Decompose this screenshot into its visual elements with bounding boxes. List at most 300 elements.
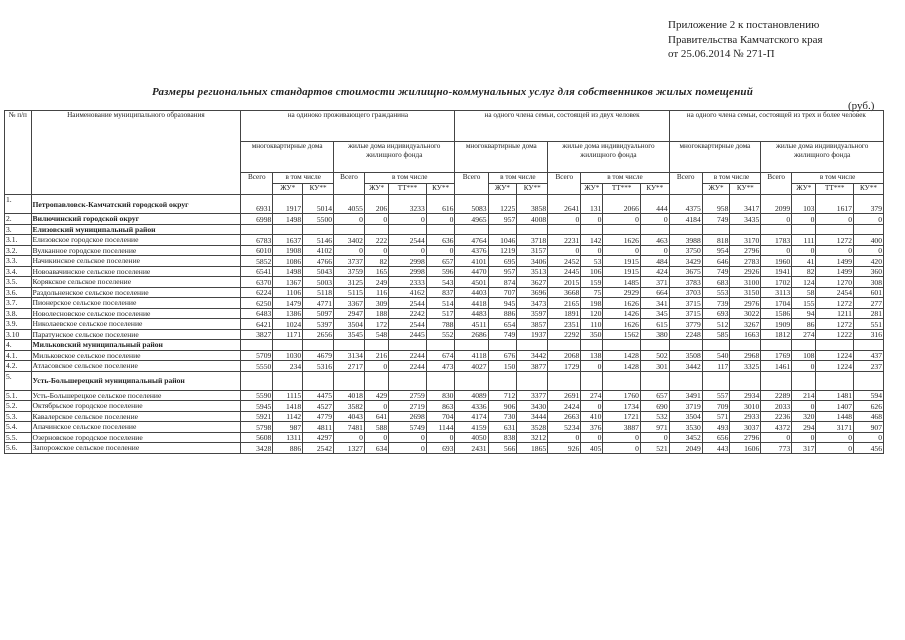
value-cell: 2068	[548, 350, 581, 361]
value-cell: 3377	[517, 390, 548, 401]
value-cell: 641	[364, 411, 388, 422]
value-cell: 704	[426, 411, 455, 422]
value-cell: 3718	[517, 235, 548, 246]
value-cell: 749	[488, 329, 517, 340]
value-cell	[603, 224, 641, 235]
value-cell: 1760	[603, 390, 641, 401]
value-cell: 2292	[548, 329, 581, 340]
row-name: Пионерское сельское поселение	[31, 298, 241, 309]
value-cell: 676	[488, 350, 517, 361]
value-cell: 1702	[761, 277, 792, 288]
value-cell: 5945	[241, 401, 273, 412]
row-number: 5.1.	[5, 390, 32, 401]
value-cell: 1891	[548, 308, 581, 319]
header-mkd-1: многоквартирные дома	[241, 142, 334, 173]
value-cell: 3022	[730, 308, 761, 319]
value-cell: 2641	[548, 195, 581, 214]
value-cell: 596	[426, 266, 455, 277]
value-cell: 2544	[389, 319, 427, 330]
value-cell: 4162	[389, 287, 427, 298]
value-cell: 3827	[241, 329, 273, 340]
header-incl: в том числе	[364, 173, 455, 184]
value-cell: 532	[640, 411, 669, 422]
table-row	[5, 256, 884, 267]
header-incl: в том числе	[581, 173, 669, 184]
value-cell: 493	[702, 422, 730, 433]
value-cell: 5500	[303, 214, 334, 225]
value-cell	[426, 340, 455, 351]
row-number: 3.5.	[5, 277, 32, 288]
value-cell: 6541	[241, 266, 273, 277]
value-cell: 1941	[761, 266, 792, 277]
value-cell: 274	[581, 390, 603, 401]
value-cell: 4501	[455, 277, 488, 288]
value-cell: 1663	[730, 329, 761, 340]
value-cell: 517	[426, 308, 455, 319]
value-cell	[640, 340, 669, 351]
value-cell: 1046	[488, 235, 517, 246]
value-cell	[640, 224, 669, 235]
value-cell: 1428	[603, 361, 641, 372]
value-cell: 1106	[273, 287, 303, 298]
value-cell	[488, 340, 517, 351]
value-cell: 281	[853, 308, 883, 319]
value-cell: 906	[488, 401, 517, 412]
value-cell: 1224	[816, 361, 854, 372]
value-cell: 945	[488, 298, 517, 309]
value-cell: 371	[640, 277, 669, 288]
value-cell: 3703	[669, 287, 702, 298]
value-cell	[334, 371, 365, 390]
table-row	[5, 411, 884, 422]
row-number: 4.	[5, 340, 32, 351]
value-cell: 1115	[273, 390, 303, 401]
value-cell	[389, 371, 427, 390]
value-cell: 5316	[303, 361, 334, 372]
value-cell: 111	[792, 235, 816, 246]
value-cell: 82	[792, 266, 816, 277]
value-cell: 2454	[816, 287, 854, 298]
value-cell: 2445	[548, 266, 581, 277]
header-izh-3: жилые дома индивидуального жилищного фонда	[761, 142, 884, 173]
value-cell: 3150	[730, 287, 761, 298]
header-zhu: ЖУ*	[702, 184, 730, 195]
value-cell	[517, 340, 548, 351]
value-cell: 0	[364, 361, 388, 372]
table-row	[5, 432, 884, 443]
value-cell: 277	[853, 298, 883, 309]
value-cell: 0	[334, 432, 365, 443]
value-cell: 6250	[241, 298, 273, 309]
row-name: Корякское сельское поселение	[31, 277, 241, 288]
value-cell: 1783	[761, 235, 792, 246]
row-number: 3.	[5, 224, 32, 235]
value-cell: 0	[853, 432, 883, 443]
value-cell: 1562	[603, 329, 641, 340]
value-cell	[640, 371, 669, 390]
value-cell: 5003	[303, 277, 334, 288]
value-cell	[488, 371, 517, 390]
value-cell: 2934	[730, 390, 761, 401]
value-cell	[241, 371, 273, 390]
value-cell	[702, 371, 730, 390]
value-cell: 664	[640, 287, 669, 298]
header-incl: в том числе	[792, 173, 884, 184]
value-cell: 53	[581, 256, 603, 267]
value-cell: 1448	[816, 411, 854, 422]
value-cell: 594	[853, 390, 883, 401]
header-izh-1: жилые дома индивидуального жилищного фонда	[334, 142, 455, 173]
table-row	[5, 340, 884, 351]
value-cell: 1461	[761, 361, 792, 372]
value-cell: 75	[581, 287, 603, 298]
value-cell: 646	[702, 256, 730, 267]
table-row	[5, 319, 884, 330]
value-cell: 886	[273, 443, 303, 454]
value-cell: 2231	[548, 235, 581, 246]
value-cell: 360	[853, 266, 883, 277]
value-cell: 159	[581, 277, 603, 288]
value-cell: 0	[816, 245, 854, 256]
value-cell: 926	[548, 443, 581, 454]
value-cell: 274	[792, 329, 816, 340]
value-cell: 6783	[241, 235, 273, 246]
value-cell: 1498	[273, 214, 303, 225]
value-cell: 551	[853, 319, 883, 330]
value-cell: 3528	[517, 422, 548, 433]
value-cell: 0	[792, 401, 816, 412]
value-cell: 1222	[816, 329, 854, 340]
header-group-two: на одного члена семьи, состоящей из двух человек	[455, 111, 669, 142]
value-cell: 3406	[517, 256, 548, 267]
value-cell: 1428	[603, 350, 641, 361]
row-name: Усть-Большерецкое сельское поселение	[31, 390, 241, 401]
value-cell: 585	[702, 329, 730, 340]
value-cell: 1211	[816, 308, 854, 319]
value-cell: 2656	[303, 329, 334, 340]
value-cell: 4055	[334, 195, 365, 214]
row-name: Запорожское сельское поселение	[31, 443, 241, 454]
value-cell: 468	[853, 411, 883, 422]
value-cell: 110	[581, 319, 603, 330]
value-cell: 3759	[334, 266, 365, 277]
value-cell: 117	[702, 361, 730, 372]
value-cell: 456	[853, 443, 883, 454]
value-cell: 172	[364, 319, 388, 330]
value-cell: 463	[640, 235, 669, 246]
header-total: Всего	[241, 173, 273, 195]
value-cell	[273, 340, 303, 351]
value-cell: 4050	[455, 432, 488, 443]
value-cell: 165	[364, 266, 388, 277]
value-cell: 4008	[517, 214, 548, 225]
appendix-line-1: Приложение 2 к постановлению	[668, 19, 820, 31]
value-cell: 3325	[730, 361, 761, 372]
value-cell: 5234	[548, 422, 581, 433]
value-cell: 749	[702, 214, 730, 225]
value-cell: 1272	[816, 319, 854, 330]
row-number: 3.10	[5, 329, 32, 340]
value-cell: 3170	[730, 235, 761, 246]
value-cell: 566	[488, 443, 517, 454]
value-cell: 0	[792, 432, 816, 443]
value-cell: 1729	[548, 361, 581, 372]
value-cell: 2783	[730, 256, 761, 267]
value-cell: 0	[640, 432, 669, 443]
value-cell: 3100	[730, 277, 761, 288]
value-cell: 5014	[303, 195, 334, 214]
row-name: Новолесновское сельское поселение	[31, 308, 241, 319]
header-ku: КУ**	[640, 184, 669, 195]
value-cell: 0	[334, 245, 365, 256]
value-cell	[816, 371, 854, 390]
value-cell: 3783	[669, 277, 702, 288]
value-cell: 3473	[517, 298, 548, 309]
header-group-three: на одного члена семьи, состоящей из трех и более человек	[669, 111, 883, 142]
value-cell	[816, 340, 854, 351]
row-name: Елизовское городское поселение	[31, 235, 241, 246]
value-cell: 0	[426, 214, 455, 225]
appendix-note	[668, 18, 823, 62]
table-row	[5, 443, 884, 454]
value-cell: 0	[792, 361, 816, 372]
value-cell: 1367	[273, 277, 303, 288]
value-cell	[581, 371, 603, 390]
row-number: 3.1.	[5, 235, 32, 246]
value-cell: 1626	[603, 319, 641, 330]
value-cell: 2099	[761, 195, 792, 214]
header-total: Всего	[761, 173, 792, 195]
value-cell: 818	[702, 235, 730, 246]
value-cell: 1626	[603, 298, 641, 309]
value-cell: 3719	[669, 401, 702, 412]
value-cell: 1030	[273, 350, 303, 361]
value-cell: 2759	[389, 390, 427, 401]
header-total: Всего	[334, 173, 365, 195]
value-cell: 3504	[334, 319, 365, 330]
value-cell: 1626	[603, 235, 641, 246]
value-cell: 0	[816, 432, 854, 443]
row-name: Мильковский муниципальный район	[31, 340, 241, 351]
value-cell: 5590	[241, 390, 273, 401]
value-cell: 2445	[389, 329, 427, 340]
value-cell: 3402	[334, 235, 365, 246]
value-cell: 2289	[761, 390, 792, 401]
value-cell: 3442	[669, 361, 702, 372]
value-cell: 4089	[455, 390, 488, 401]
value-cell: 124	[792, 277, 816, 288]
value-cell: 4483	[455, 308, 488, 319]
value-cell: 0	[761, 214, 792, 225]
value-cell	[548, 371, 581, 390]
row-name: Октябрьское городское поселение	[31, 401, 241, 412]
table-row	[5, 224, 884, 235]
value-cell: 4771	[303, 298, 334, 309]
value-cell	[853, 371, 883, 390]
value-cell: 709	[702, 401, 730, 412]
value-cell: 0	[640, 245, 669, 256]
row-number: 3.2.	[5, 245, 32, 256]
header-num: № п/п	[5, 111, 32, 195]
value-cell	[702, 340, 730, 351]
value-cell: 0	[364, 245, 388, 256]
value-cell: 2033	[761, 401, 792, 412]
value-cell: 1272	[816, 298, 854, 309]
value-cell: 429	[364, 390, 388, 401]
value-cell: 3715	[669, 298, 702, 309]
value-cell: 654	[488, 319, 517, 330]
value-cell: 2424	[548, 401, 581, 412]
value-cell: 410	[581, 411, 603, 422]
value-cell: 5118	[303, 287, 334, 298]
value-cell: 2796	[730, 245, 761, 256]
value-cell: 424	[640, 266, 669, 277]
value-cell: 588	[364, 422, 388, 433]
value-cell	[517, 371, 548, 390]
header-incl: в том числе	[273, 173, 334, 184]
value-cell: 237	[853, 361, 883, 372]
value-cell: 0	[603, 214, 641, 225]
value-cell: 106	[581, 266, 603, 277]
value-cell: 3597	[517, 308, 548, 319]
value-cell: 4470	[455, 266, 488, 277]
value-cell	[303, 224, 334, 235]
value-cell: 0	[792, 245, 816, 256]
value-cell: 437	[853, 350, 883, 361]
value-cell: 5709	[241, 350, 273, 361]
value-cell: 5146	[303, 235, 334, 246]
value-cell: 954	[702, 245, 730, 256]
value-cell	[792, 224, 816, 235]
value-cell: 1637	[273, 235, 303, 246]
value-cell: 6998	[241, 214, 273, 225]
value-cell	[581, 340, 603, 351]
value-cell: 3125	[334, 277, 365, 288]
value-cell: 837	[426, 287, 455, 298]
value-cell: 2968	[730, 350, 761, 361]
value-cell: 206	[364, 195, 388, 214]
value-cell: 773	[761, 443, 792, 454]
header-zhu: ЖУ*	[364, 184, 388, 195]
value-cell: 0	[853, 214, 883, 225]
value-cell: 1225	[488, 195, 517, 214]
table-row	[5, 361, 884, 372]
row-number: 5.2.	[5, 401, 32, 412]
value-cell: 6010	[241, 245, 273, 256]
value-cell: 473	[426, 361, 455, 372]
value-cell: 1915	[603, 266, 641, 277]
header-ku: КУ**	[517, 184, 548, 195]
value-cell: 3696	[517, 287, 548, 298]
header-ku: КУ**	[730, 184, 761, 195]
value-cell	[603, 340, 641, 351]
value-cell: 2929	[603, 287, 641, 298]
value-cell: 1498	[273, 266, 303, 277]
value-cell	[603, 371, 641, 390]
value-cell: 693	[702, 308, 730, 319]
value-cell: 216	[364, 350, 388, 361]
value-cell: 3675	[669, 266, 702, 277]
value-cell: 739	[702, 298, 730, 309]
value-cell: 958	[702, 195, 730, 214]
value-cell: 690	[640, 401, 669, 412]
row-number: 2.	[5, 214, 32, 225]
value-cell	[761, 371, 792, 390]
value-cell: 957	[488, 214, 517, 225]
row-number: 3.9.	[5, 319, 32, 330]
value-cell: 1721	[603, 411, 641, 422]
value-cell: 2947	[334, 308, 365, 319]
value-cell: 1481	[816, 390, 854, 401]
value-cell: 4779	[303, 411, 334, 422]
value-cell: 316	[853, 329, 883, 340]
value-cell: 2796	[730, 432, 761, 443]
value-cell: 5798	[241, 422, 273, 433]
value-cell: 2049	[669, 443, 702, 454]
table-row	[5, 195, 884, 214]
value-cell	[426, 224, 455, 235]
value-cell: 674	[426, 350, 455, 361]
value-cell: 150	[488, 361, 517, 372]
value-cell: 0	[816, 214, 854, 225]
value-cell: 131	[581, 195, 603, 214]
value-cell: 3504	[669, 411, 702, 422]
value-cell: 552	[426, 329, 455, 340]
value-cell: 6483	[241, 308, 273, 319]
value-cell: 3530	[669, 422, 702, 433]
table-row	[5, 287, 884, 298]
value-cell: 0	[603, 432, 641, 443]
value-cell: 1407	[816, 401, 854, 412]
value-cell: 2544	[389, 235, 427, 246]
value-cell: 3233	[389, 195, 427, 214]
value-cell: 5043	[303, 266, 334, 277]
table-row	[5, 298, 884, 309]
row-number: 5.5.	[5, 432, 32, 443]
value-cell: 3491	[669, 390, 702, 401]
value-cell: 749	[702, 266, 730, 277]
value-cell: 863	[426, 401, 455, 412]
row-number: 3.3.	[5, 256, 32, 267]
value-cell: 2452	[548, 256, 581, 267]
value-cell: 2717	[334, 361, 365, 372]
value-cell: 634	[364, 443, 388, 454]
value-cell	[669, 371, 702, 390]
value-cell: 3737	[334, 256, 365, 267]
row-number: 1.	[5, 195, 32, 214]
value-cell	[548, 340, 581, 351]
value-cell: 4679	[303, 350, 334, 361]
value-cell: 3435	[730, 214, 761, 225]
value-cell: 4018	[334, 390, 365, 401]
value-cell: 4102	[303, 245, 334, 256]
value-cell: 548	[364, 329, 388, 340]
value-cell: 138	[581, 350, 603, 361]
value-cell: 3157	[517, 245, 548, 256]
value-cell: 0	[389, 245, 427, 256]
value-cell: 0	[761, 432, 792, 443]
value-cell: 4297	[303, 432, 334, 443]
value-cell: 1937	[517, 329, 548, 340]
value-cell: 5852	[241, 256, 273, 267]
value-cell: 1024	[273, 319, 303, 330]
value-cell: 626	[853, 401, 883, 412]
value-cell: 2244	[389, 361, 427, 372]
row-name: Раздольненское сельское поселение	[31, 287, 241, 298]
row-number: 5.4.	[5, 422, 32, 433]
value-cell: 4336	[455, 401, 488, 412]
value-cell: 557	[702, 390, 730, 401]
